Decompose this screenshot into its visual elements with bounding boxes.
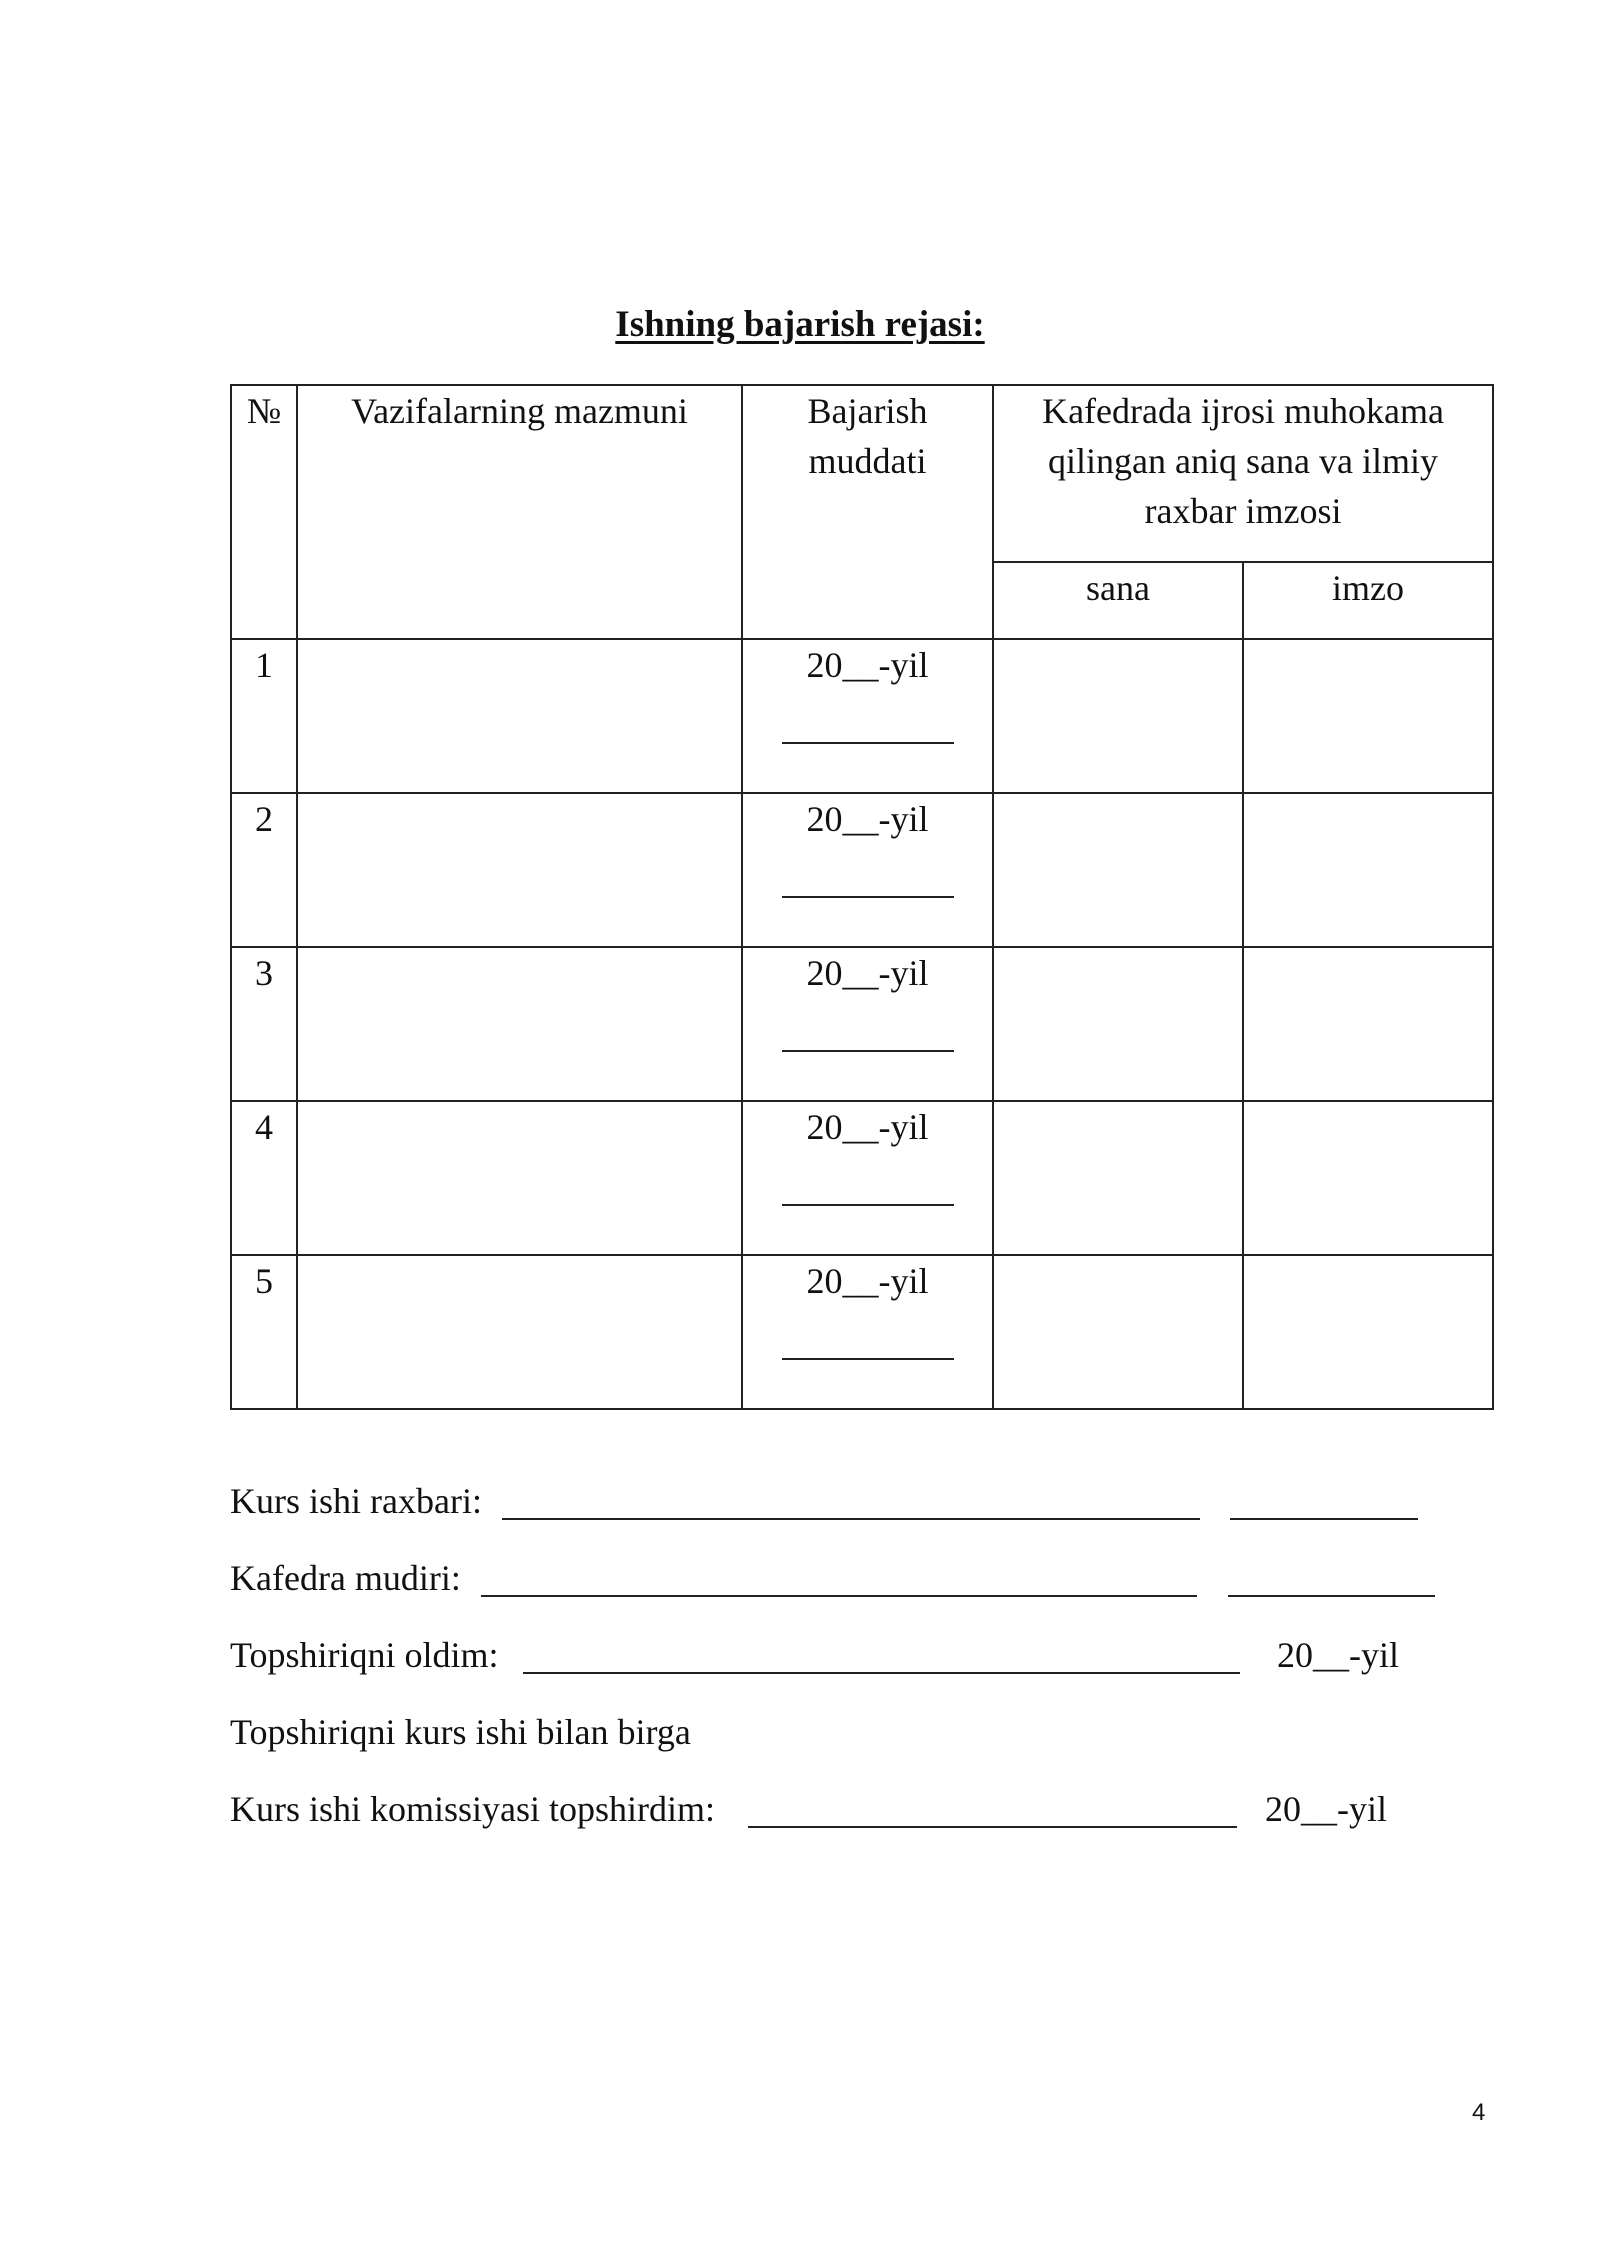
date-cell[interactable] bbox=[993, 947, 1243, 1101]
header-signature: imzo bbox=[1243, 562, 1493, 639]
header-department: Kafedrada ijrosi muhokama qilingan aniq sana va ilmiy raxbar imzosi bbox=[993, 385, 1493, 562]
term-blank-line bbox=[782, 1336, 954, 1360]
page-title: Ishning bajarish rejasi: bbox=[615, 304, 985, 345]
term-blank-line bbox=[782, 1028, 954, 1052]
task-cell[interactable] bbox=[297, 1101, 742, 1255]
signature-cell[interactable] bbox=[1243, 793, 1493, 947]
signature-cell[interactable] bbox=[1243, 1101, 1493, 1255]
received-year: 20__-yil bbox=[1277, 1635, 1399, 1675]
signature-cell[interactable] bbox=[1243, 1255, 1493, 1409]
row-number: 3 bbox=[231, 947, 297, 1101]
term-year: 20__-yil bbox=[806, 1261, 929, 1301]
supervisor-label: Kurs ishi raxbari: bbox=[230, 1481, 482, 1521]
table-row bbox=[231, 947, 1493, 1101]
term-cell bbox=[742, 639, 993, 793]
signature-cell[interactable] bbox=[1243, 947, 1493, 1101]
term-blank-line bbox=[782, 874, 954, 898]
page-number: 4 bbox=[1472, 2099, 1486, 2126]
term-year: 20__-yil bbox=[806, 799, 929, 839]
date-cell[interactable] bbox=[993, 1101, 1243, 1255]
term-year: 20__-yil bbox=[806, 1107, 929, 1147]
row-number: 4 bbox=[231, 1101, 297, 1255]
row-number: 5 bbox=[231, 1255, 297, 1409]
task-cell[interactable] bbox=[297, 1255, 742, 1409]
term-blank-line bbox=[782, 1182, 954, 1206]
commission-signature-line[interactable] bbox=[748, 1824, 1237, 1828]
received-label: Topshiriqni oldim: bbox=[230, 1635, 499, 1675]
row-number: 1 bbox=[231, 639, 297, 793]
term-cell bbox=[742, 1255, 993, 1409]
header-date: sana bbox=[993, 562, 1243, 639]
term-cell bbox=[742, 947, 993, 1101]
table-row bbox=[231, 1255, 1493, 1409]
task-cell[interactable] bbox=[297, 639, 742, 793]
row-number: 2 bbox=[231, 793, 297, 947]
term-cell bbox=[742, 1101, 993, 1255]
table-row bbox=[231, 639, 1493, 793]
supervisor-signature-line[interactable] bbox=[1230, 1516, 1418, 1520]
header-term: Bajarish muddati bbox=[742, 385, 993, 639]
commission-year: 20__-yil bbox=[1265, 1789, 1387, 1829]
date-cell[interactable] bbox=[993, 1255, 1243, 1409]
task-cell[interactable] bbox=[297, 793, 742, 947]
header-task: Vazifalarning mazmuni bbox=[297, 385, 742, 639]
date-cell[interactable] bbox=[993, 793, 1243, 947]
supervisor-name-line[interactable] bbox=[502, 1516, 1200, 1520]
work-plan-table bbox=[230, 384, 1494, 1410]
head-name-line[interactable] bbox=[481, 1593, 1197, 1597]
term-year: 20__-yil bbox=[806, 953, 929, 993]
table-row bbox=[231, 1101, 1493, 1255]
header-number: № bbox=[231, 385, 297, 639]
commission-label: Kurs ishi komissiyasi topshirdim: bbox=[230, 1789, 716, 1829]
signature-cell[interactable] bbox=[1243, 639, 1493, 793]
together-text: Topshiriqni kurs ishi bilan birga bbox=[230, 1712, 691, 1752]
table-row bbox=[231, 793, 1493, 947]
task-cell[interactable] bbox=[297, 947, 742, 1101]
head-signature-line[interactable] bbox=[1228, 1593, 1435, 1597]
term-blank-line bbox=[782, 720, 954, 744]
date-cell[interactable] bbox=[993, 639, 1243, 793]
term-cell bbox=[742, 793, 993, 947]
term-year: 20__-yil bbox=[806, 645, 929, 685]
head-label: Kafedra mudiri: bbox=[230, 1558, 461, 1598]
received-signature-line[interactable] bbox=[523, 1670, 1240, 1674]
